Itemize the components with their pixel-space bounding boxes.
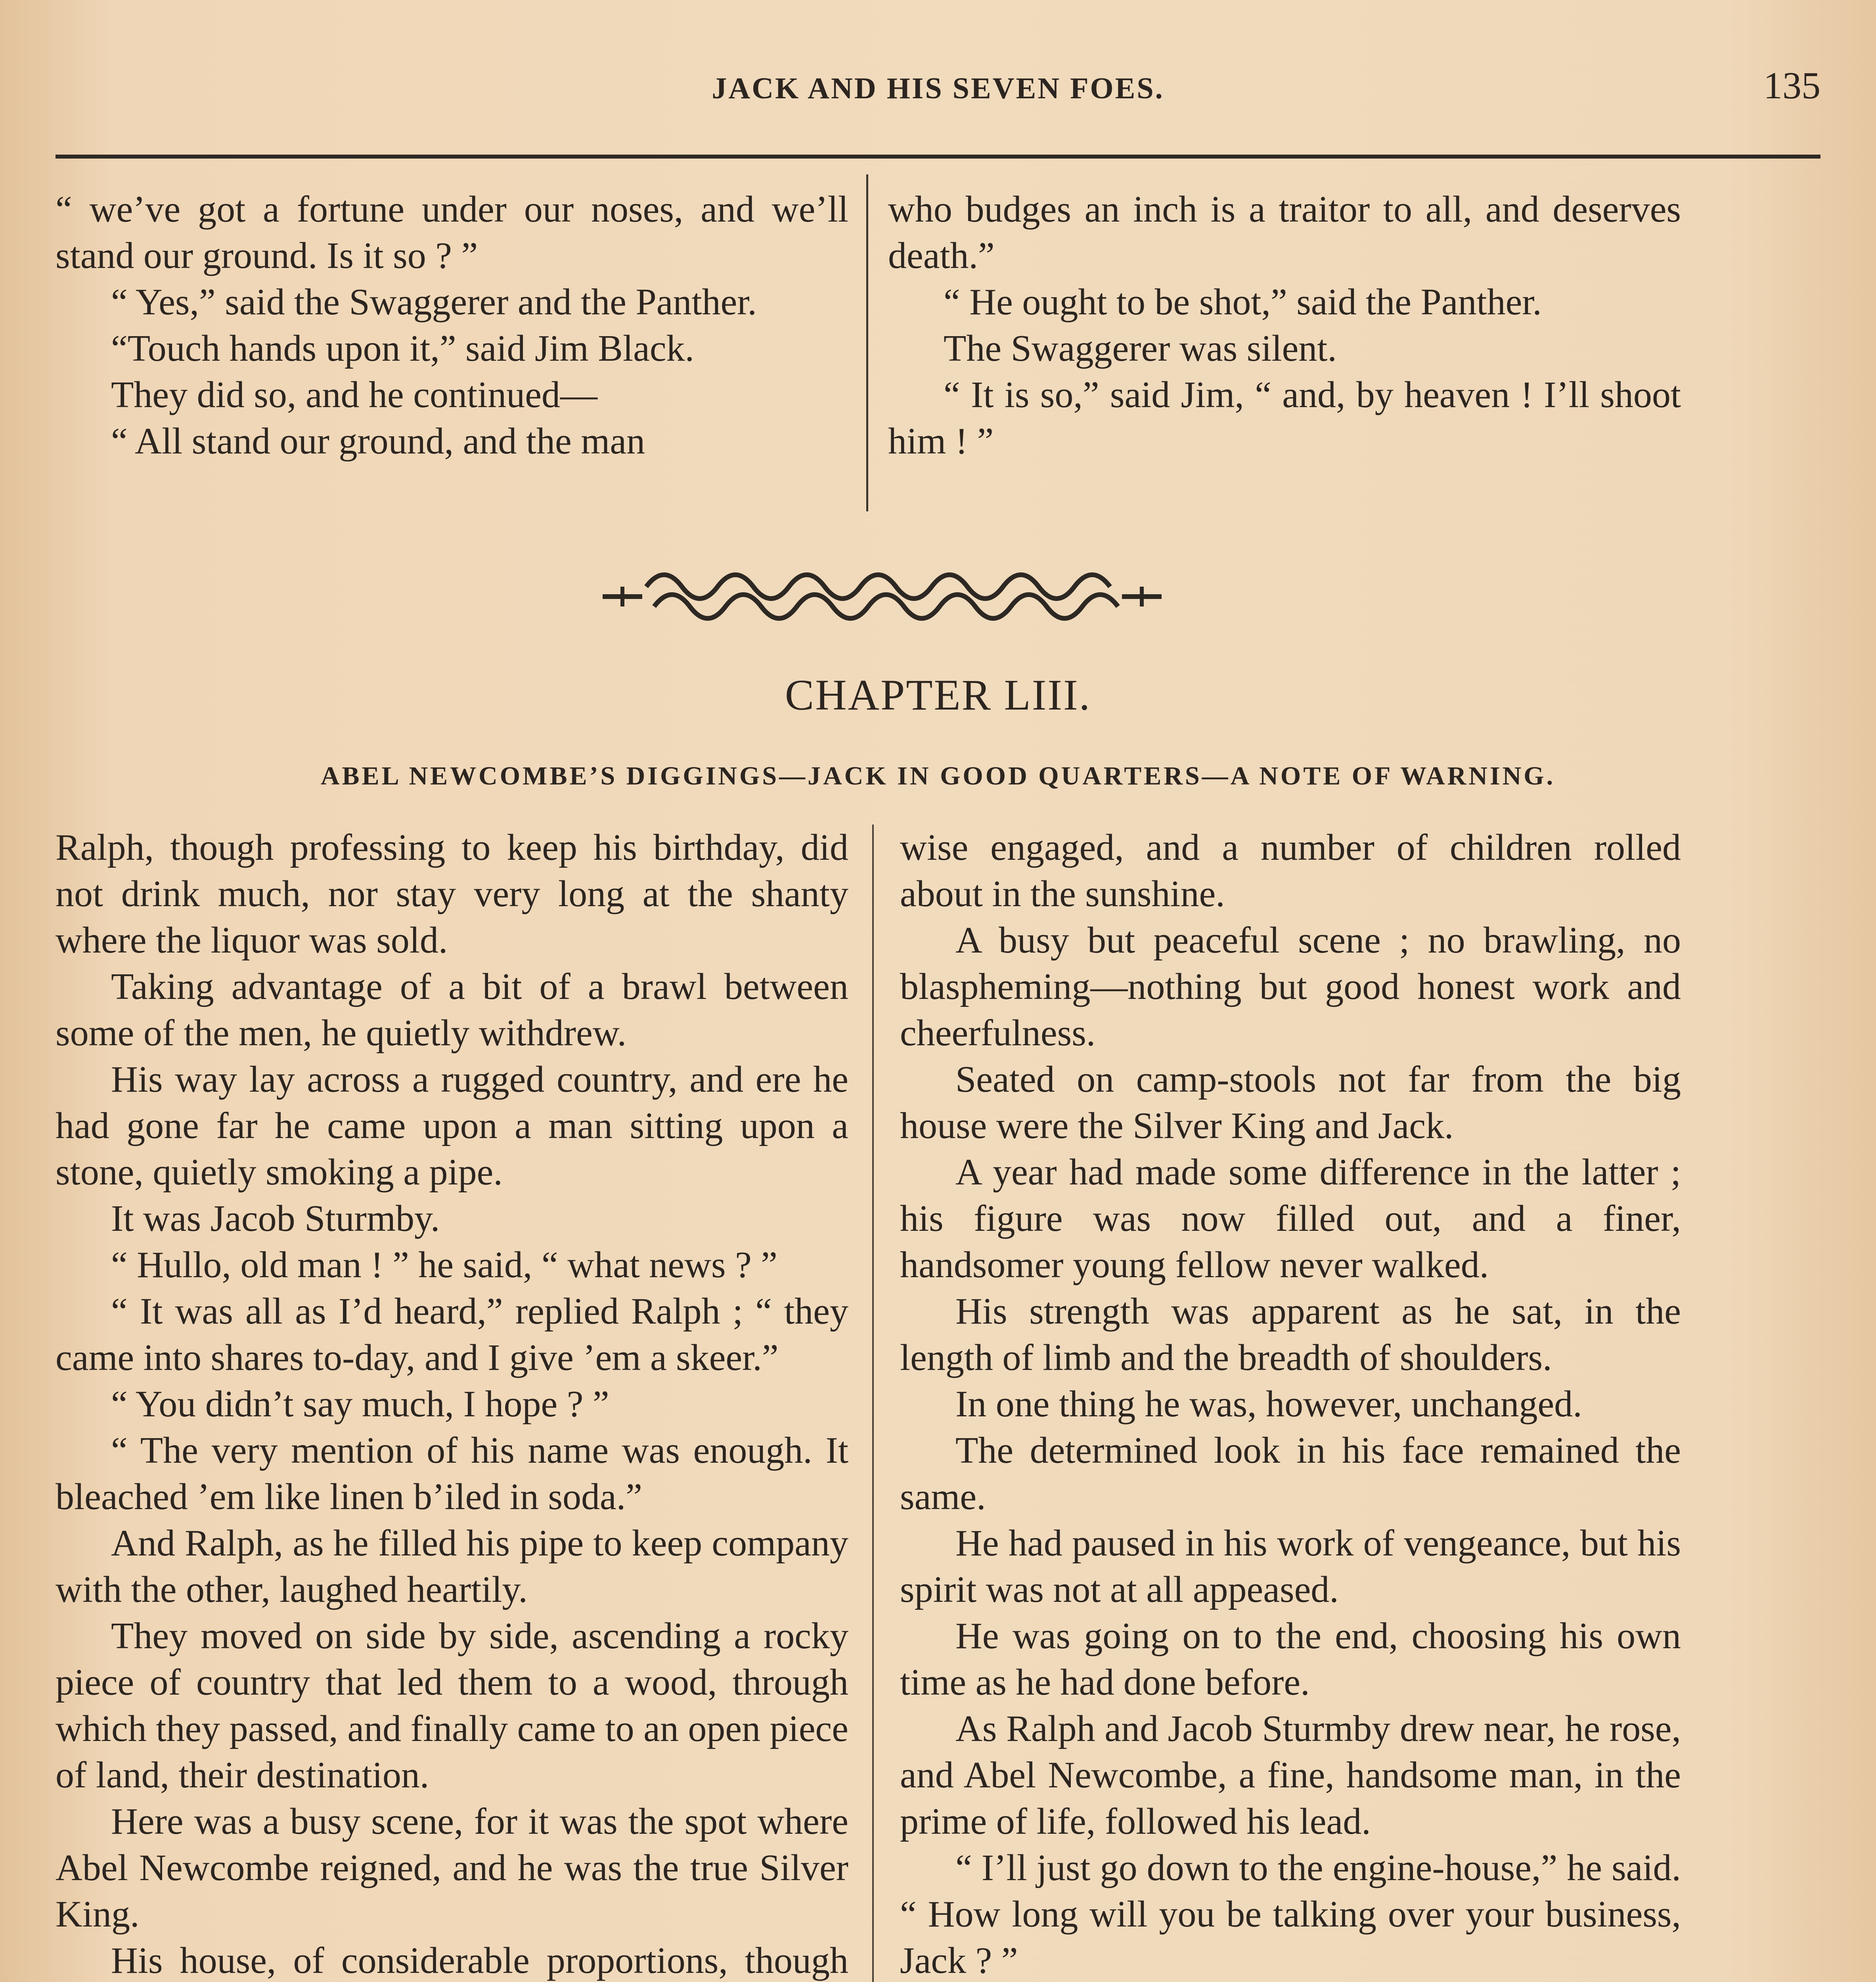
top-left-column (56, 186, 848, 465)
paragraph: “ The very mention of his name was enough. It bleached ’em like linen b’iled in soda.” (56, 1430, 848, 1517)
paragraph: “ Hullo, old man ! ” he said, “ what news ? ” (111, 1244, 778, 1286)
paragraph: wise engaged, and a number of children rolled about in the sunshine. (900, 827, 1681, 914)
ornamental-divider (595, 563, 1170, 630)
paragraph: “ It was all as I’d heard,” replied Ralph ; “ they came into shares to-day, and I give ’em a skeer.” (56, 1291, 848, 1378)
paragraph: The determined look in his face remained the same. (900, 1430, 1681, 1517)
paragraph: Taking advantage of a bit of a brawl between some of the men, he quietly withdrew. (56, 966, 848, 1054)
paragraph: They moved on side by side, ascending a rocky piece of country that led them to a wood, through which they passed, and finally came to an open piece of land, their destination. (56, 1615, 848, 1796)
chapter-subtitle: ABEL NEWCOMBE’S DIGGINGS—JACK IN GOOD QUARTERS—A NOTE OF WARNING. (320, 761, 1556, 790)
paragraph: Here was a busy scene, for it was the spot where Abel Newcombe reigned, and he was the true Silver King. (56, 1801, 848, 1935)
paragraph: “ Yes,” said the Swaggerer and the Panther. (111, 281, 757, 323)
page-number: 135 (1763, 64, 1820, 107)
paragraph: “ You didn’t say much, I hope ? ” (111, 1383, 609, 1425)
paragraph: Ralph, though professing to keep his birthday, did not drink much, nor stay very long at the shanty where the liquor was sold. (56, 827, 848, 961)
running-head (56, 48, 1820, 111)
paragraph: “ I’ll just go down to the engine-house,” he said. “ How long will you be talking over your business, Jack ? ” (900, 1847, 1681, 1981)
chapter-title: CHAPTER LIII. (785, 671, 1091, 719)
body-right-column (900, 825, 1681, 1982)
paragraph: “Touch hands upon it,” said Jim Black. (111, 328, 695, 369)
paragraph: “ we’ve got a fortune under our noses, and we’ll stand our ground. Is it so ? ” (56, 189, 848, 276)
paragraph: And Ralph, as he filled his pipe to keep company with the other, laughed heartily. (56, 1523, 848, 1610)
paragraph: A year had made some difference in the latter ; his figure was now filled out, and a finer, handsomer young fellow never walked. (900, 1152, 1681, 1286)
paragraph: As Ralph and Jacob Sturmby drew near, he rose, and Abel Newcombe, a fine, handsome man, in the prime of life, followed his lead. (900, 1708, 1681, 1842)
paragraph: His strength was apparent as he sat, in the length of limb and the breadth of shoulders. (900, 1291, 1681, 1378)
paragraph: The Swaggerer was silent. (944, 328, 1337, 369)
paragraph: “ He ought to be shot,” said the Panther. (944, 281, 1542, 323)
paragraph: who budges an inch is a traitor to all, and deserves death.” (888, 189, 1681, 276)
paragraph: He had paused in his work of vengeance, but his spirit was not at all appeased. (900, 1523, 1681, 1610)
paragraph: A busy but peaceful scene ; no brawling, no blaspheming—nothing but good honest work and cheerfulness. (900, 920, 1681, 1054)
header-rule (56, 155, 1820, 159)
column-divider (866, 174, 868, 511)
running-title: JACK AND HIS SEVEN FOES. (712, 72, 1164, 105)
paragraph: Seated on camp-stools not far from the big house were the Silver King and Jack. (900, 1059, 1681, 1146)
paragraph: His way lay across a rugged country, and ere he had gone far he came upon a man sitting upon a stone, quietly smoking a pipe. (56, 1059, 848, 1193)
body-left-column (56, 825, 848, 1982)
column-divider (872, 825, 874, 1982)
paragraph: “ All stand our ground, and the man (111, 421, 645, 462)
top-right-column (888, 186, 1681, 465)
paragraph: He was going on to the end, choosing his own time as he had done before. (900, 1615, 1681, 1703)
paragraph: His house, of considerable proportions, though (111, 1940, 848, 1981)
paragraph: “ It is so,” said Jim, “ and, by heaven ! I’ll shoot him ! ” (888, 374, 1681, 462)
paragraph: It was Jacob Sturmby. (111, 1198, 440, 1239)
paragraph: They did so, and he continued— (111, 374, 597, 415)
paragraph: In one thing he was, however, unchanged. (955, 1383, 1582, 1425)
